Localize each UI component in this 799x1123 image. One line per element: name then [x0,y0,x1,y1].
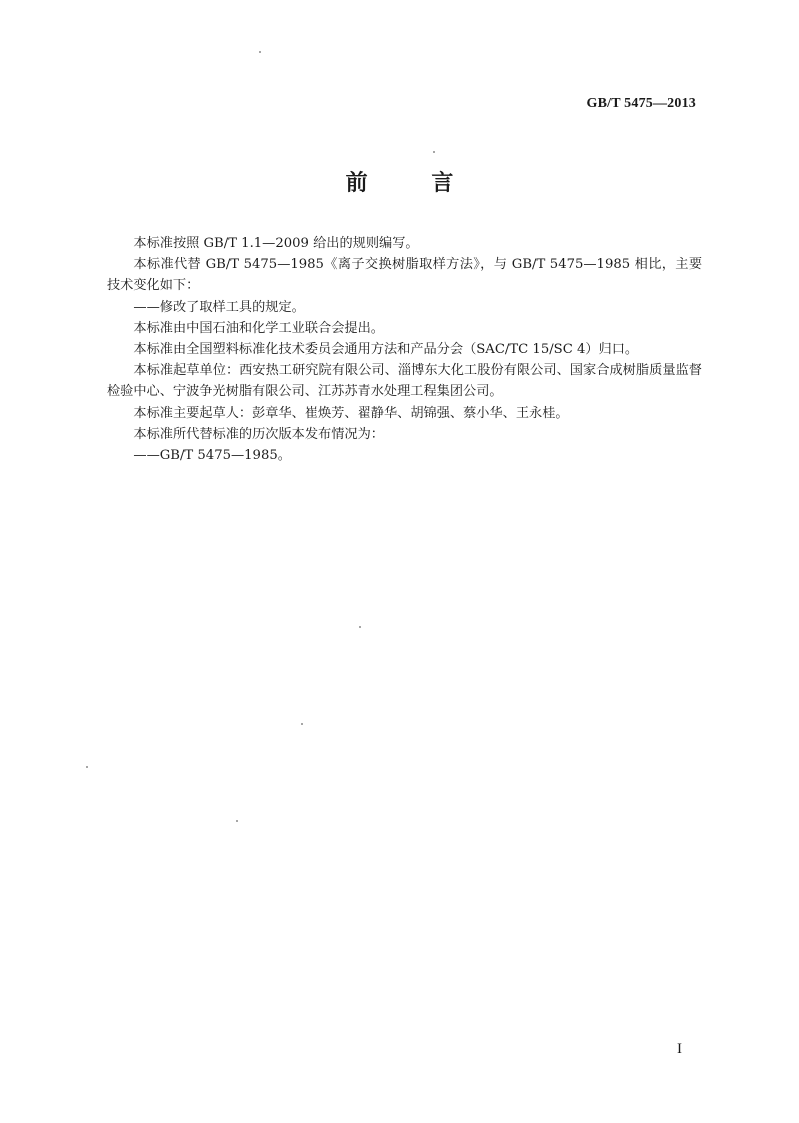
scan-speck [236,820,238,822]
paragraph-previous-editions: 本标准所代替标准的历次版本发布情况为： [133,426,384,442]
page-number: I [677,1041,682,1057]
scan-speck [259,51,261,53]
paragraph-technical-committee: 本标准由全国塑料标准化技术委员会通用方法和产品分会（SAC/TC 15/SC 4）归口。 [133,342,639,358]
page-title: 前 言 [345,171,482,196]
paragraph-replacement: 本标准代替 GB/T 5475—1985《离子交换树脂取样方法》，与 GB/T 5475—1985 相比，主要技术变化如下： [107,257,702,294]
paragraph-proposer: 本标准由中国石油和化学工业联合会提出。 [133,320,384,336]
paragraph-drafting-units: 本标准起草单位：西安热工研究院有限公司、淄博东大化工股份有限公司、国家合成树脂质量监督检验中心、宁波争光树脂有限公司、江苏苏青水处理工程集团公司。 [107,363,702,400]
scan-speck [433,151,435,153]
scan-speck [359,626,361,628]
standard-code: GB/T 5475—2013 [586,96,696,111]
list-item-change: ——修改了取样工具的规定。 [133,299,305,315]
scan-speck [301,723,303,725]
paragraph-drafting-rules: 本标准按照 GB/T 1.1—2009 给出的规则编写。 [133,236,419,251]
body-text [107,233,702,466]
paragraph-drafters: 本标准主要起草人：彭章华、崔焕芳、翟静华、胡锦强、蔡小华、王永桂。 [133,405,569,421]
list-item-previous-edition: ——GB/T 5475—1985。 [133,448,291,464]
scan-speck [86,766,88,768]
